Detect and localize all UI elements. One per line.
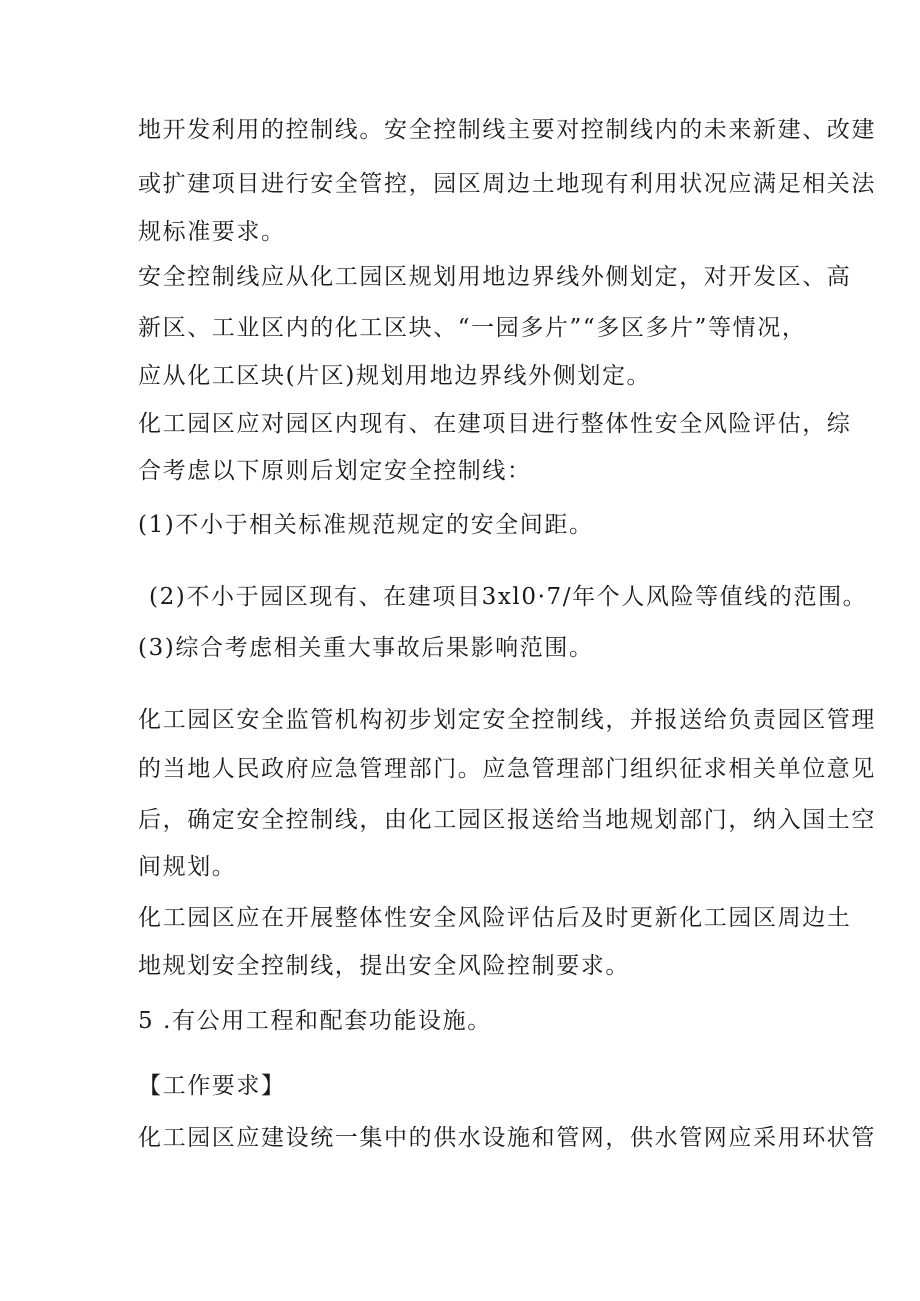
body-line-7: 化工园区应对园区内现有、在建项目进行整体性安全风险评估，综	[138, 411, 852, 437]
body-line-15: 化工园区应建设统一集中的供水设施和管网，供水管网应采用环状管	[138, 1125, 876, 1151]
body-line-14: 地规划安全控制线，提出安全风险控制要求。	[138, 953, 630, 979]
body-line-9: 化工园区安全监管机构初步划定安全控制线，并报送给负责园区管理	[138, 707, 876, 733]
subheading-work-requirements: 【工作要求】	[138, 1073, 286, 1099]
body-line-11: 后，确定安全控制线，由化工园区报送给当地规划部门，纳入国土空	[138, 807, 876, 833]
body-line-1: 地开发利用的控制线。安全控制线主要对控制线内的未来新建、改建	[138, 117, 876, 143]
list-item-1: (1)不小于相关标准规范规定的安全间距。	[138, 512, 594, 538]
body-line-2: 或扩建项目进行安全管控，园区周边土地现有利用状况应满足相关法	[138, 171, 876, 197]
body-line-8: 合考虑以下原则后划定安全控制线：	[138, 458, 532, 484]
body-line-4: 安全控制线应从化工园区规划用地边界线外侧划定，对开发区、高	[138, 264, 852, 290]
body-line-5: 新区、工业区内的化工区块、“一园多片”“多区多片”等情况，	[138, 315, 807, 341]
body-line-12: 间规划。	[138, 854, 237, 880]
list-item-2: (2)不小于园区现有、在建项目3xl0·7/年个人风险等值线的范围。	[149, 584, 868, 610]
body-line-10: 的当地人民政府应急管理部门。应急管理部门组织征求相关单位意见	[138, 756, 876, 782]
body-line-3: 规标准要求。	[138, 219, 286, 245]
section-heading: 5 .有公用工程和配套功能设施。	[138, 1008, 492, 1034]
list-item-3: (3)综合考虑相关重大事故后果影响范围。	[138, 635, 594, 661]
body-line-13: 化工园区应在开展整体性安全风险评估后及时更新化工园区周边土	[138, 905, 852, 931]
body-line-6: 应从化工区块(片区)规划用地边界线外侧划定。	[138, 363, 652, 389]
